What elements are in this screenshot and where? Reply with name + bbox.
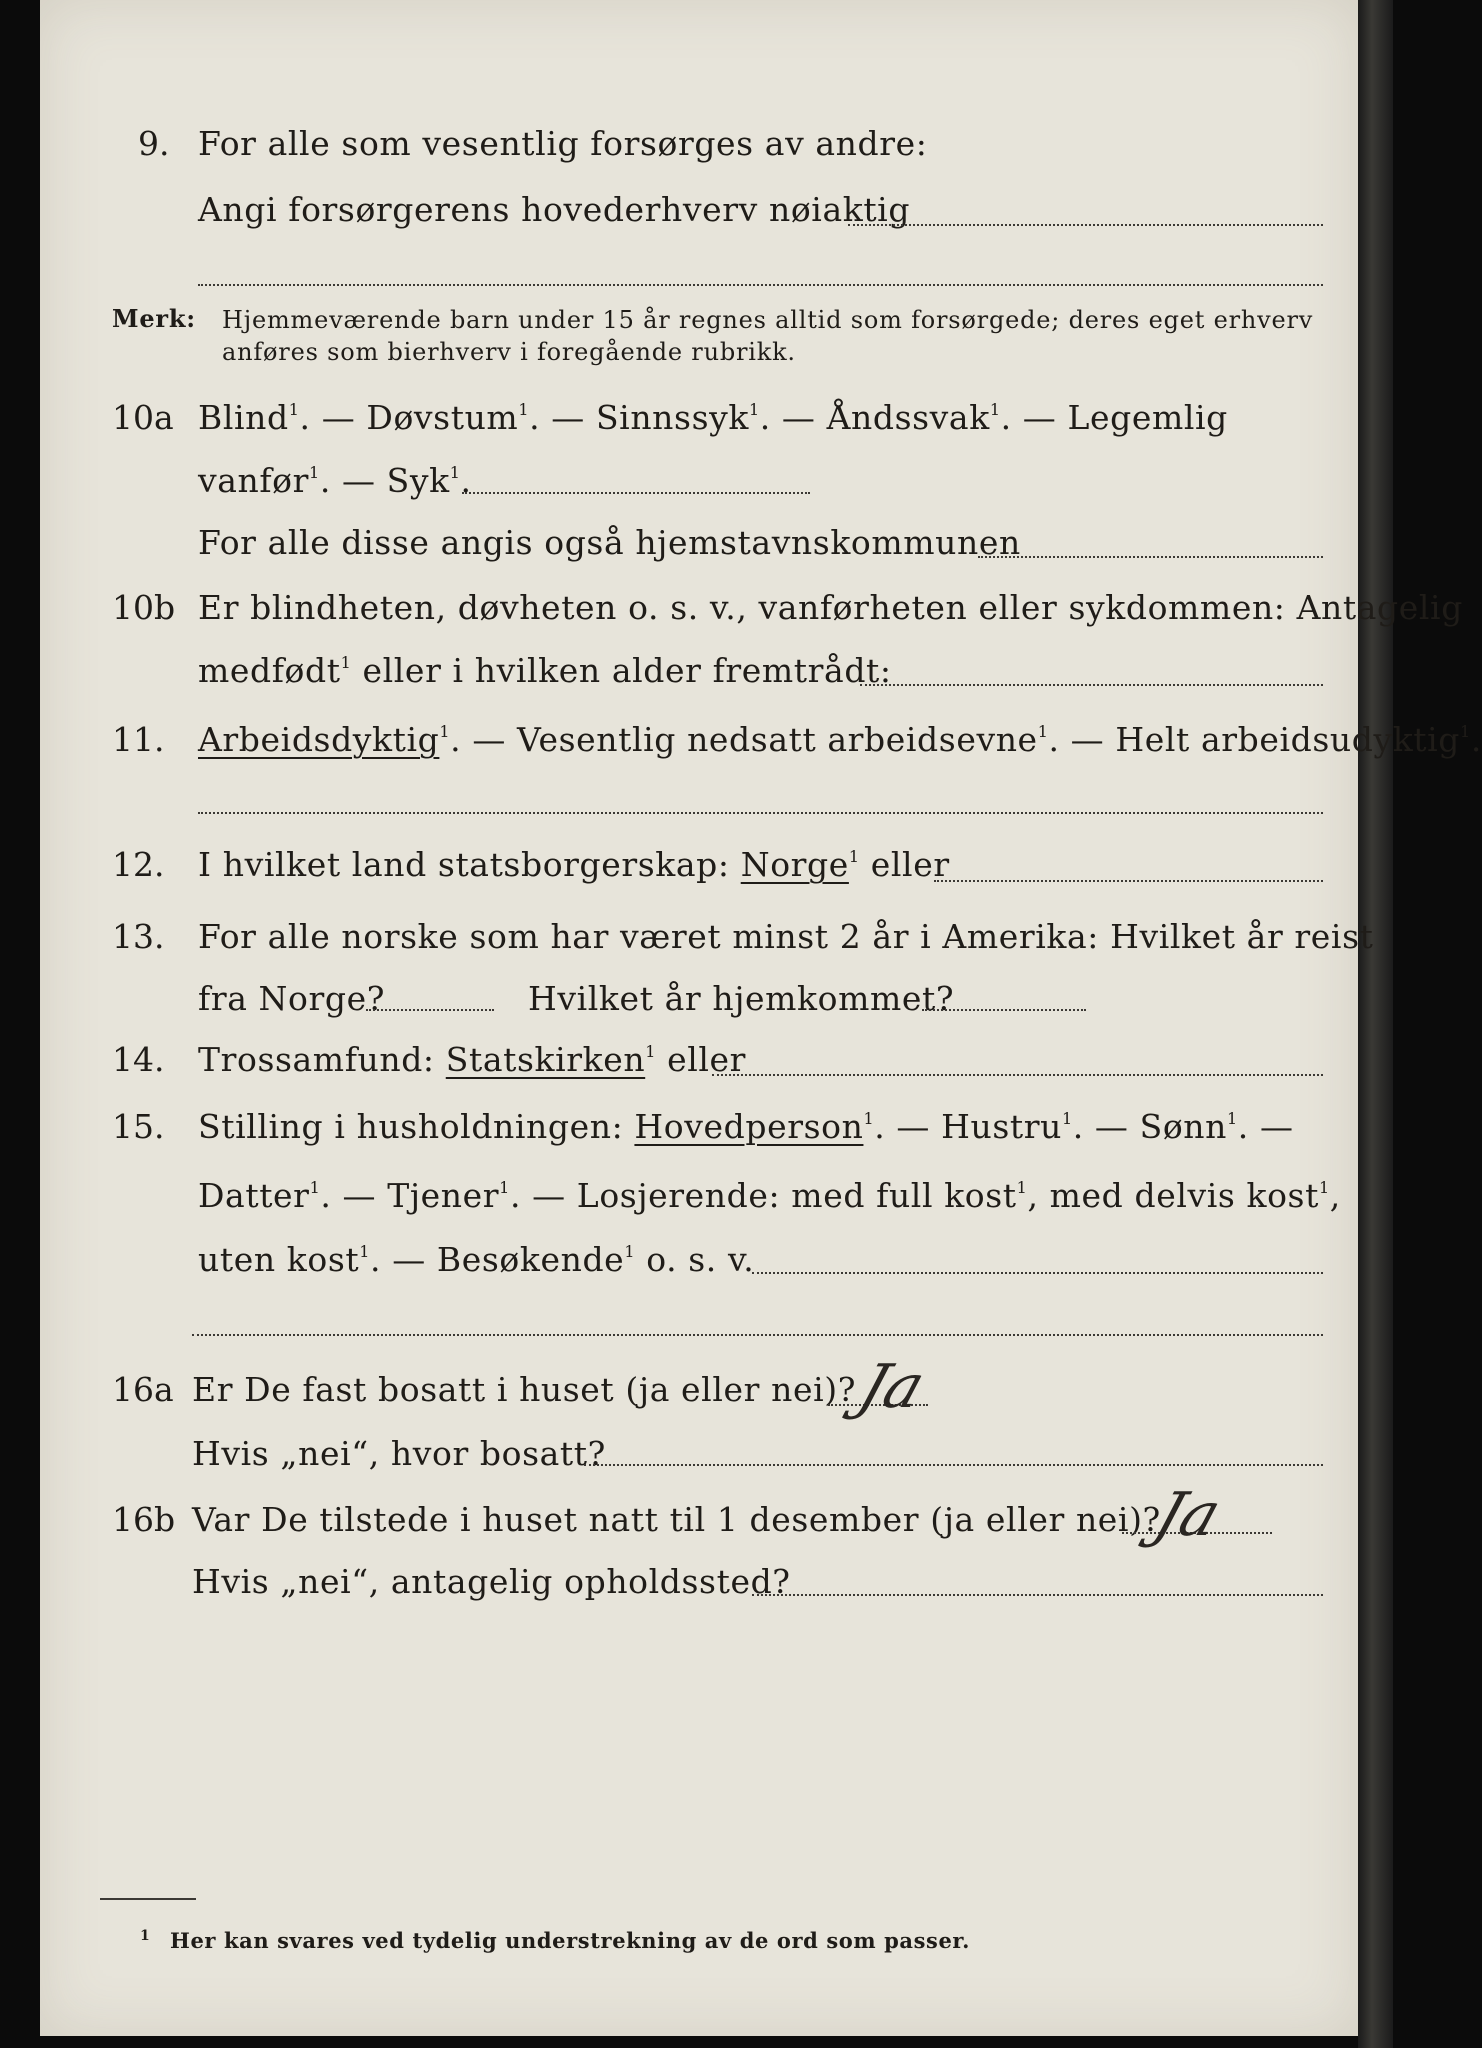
- footnote-mark: 1: [140, 1928, 151, 1944]
- q10a-line2: vanfør$^1$. — Syk$^1$.: [198, 461, 472, 500]
- q9-answer-line-2: [198, 284, 1323, 286]
- q16b-number: 16b: [112, 1500, 176, 1539]
- q16b-handwritten-answer: Ja: [1146, 1480, 1230, 1550]
- option-blind: Blind: [198, 398, 289, 437]
- q16a-line1: Er De fast bosatt i huset (ja eller nei)?: [192, 1370, 856, 1409]
- footnote-rule: [100, 1898, 196, 1900]
- q10a-line3: For alle disse angis også hjemstavnskommunen: [198, 523, 1021, 562]
- q15-answer-line: [752, 1272, 1323, 1274]
- q10b-answer-line: [860, 684, 1323, 686]
- q13-number: 13.: [112, 917, 165, 956]
- q13-line2a: fra Norge?: [198, 979, 386, 1018]
- option-dovstum: . — Døvstum: [299, 398, 519, 437]
- q13-line1: For alle norske som har været minst 2 år i Amerika: Hvilket år reist: [198, 917, 1374, 956]
- option-hovedperson-underlined: Hovedperson: [634, 1107, 864, 1146]
- scan-edge: [1358, 0, 1393, 2048]
- q11-line: Arbeidsdyktig$^1$. — Vesentlig nedsatt arbeidsevne$^1$. — Helt arbeidsudyktig$^1$.: [198, 720, 1482, 759]
- q10b-line1: Er blindheten, døvheten o. s. v., vanførheten eller sykdommen: Antagelig: [198, 588, 1463, 627]
- q10a-number: 10a: [112, 398, 174, 437]
- q10a-answer-line: [462, 492, 810, 494]
- q13-reist-answer-line: [366, 1009, 494, 1011]
- q16a-line2: Hvis „nei“, hvor bosatt?: [192, 1434, 606, 1473]
- q9-line2: Angi forsørgerens hovederhverv nøiaktig: [198, 190, 911, 229]
- q14-answer-line: [712, 1074, 1323, 1076]
- option-legemlig: . — Legemlig: [1000, 398, 1228, 437]
- q16b-opholdssted-answer-line: [752, 1594, 1323, 1596]
- q12-number: 12.: [112, 845, 165, 884]
- q12-line: I hvilket land statsborgerskap: Norge$^1$ eller: [198, 845, 950, 884]
- q11-answer-line: [198, 812, 1323, 814]
- q10a-line1: Blind$^1$. — Døvstum$^1$. — Sinnssyk$^1$. — Åndssvak$^1$. — Legemlig: [198, 398, 1228, 437]
- q10a-answer-line-2: [978, 556, 1323, 558]
- q16a-number: 16a: [112, 1370, 174, 1409]
- q13-hjemkommet-answer-line: [922, 1009, 1086, 1011]
- merk-line2: anføres som bierhverv i foregående rubrikk.: [222, 338, 796, 366]
- q14-number: 14.: [112, 1040, 165, 1079]
- option-statskirken-underlined: Statskirken: [445, 1040, 646, 1079]
- q16b-line2: Hvis „nei“, antagelig opholdssted?: [192, 1562, 791, 1601]
- merk-line1: Hjemmeværende barn under 15 år regnes alltid som forsørgede; deres eget erhverv: [222, 306, 1314, 334]
- q16a-handwritten-answer: Ja: [850, 1352, 934, 1422]
- q9-line1: For alle som vesentlig forsørges av andre:: [198, 124, 928, 163]
- option-andssvak: . — Åndssvak: [759, 398, 990, 437]
- q15-answer-line-2: [192, 1334, 1323, 1336]
- q14-line: Trossamfund: Statskirken$^1$ eller: [198, 1040, 747, 1079]
- q13-line2b: Hvilket år hjemkommet?: [528, 979, 955, 1018]
- option-syk: . — Syk: [319, 461, 450, 500]
- q10b-line2: medfødt$^1$ eller i hvilken alder fremtrådt:: [198, 651, 892, 690]
- option-vanfor: vanfør: [198, 461, 310, 500]
- q9-answer-line: [848, 224, 1323, 226]
- q16a-bosatt-answer-line: [584, 1464, 1323, 1466]
- q15-line2: Datter$^1$. — Tjener$^1$. — Losjerende: med full kost$^1$, med delvis kost$^1$,: [198, 1176, 1341, 1215]
- option-sinnssyk: . — Sinnssyk: [529, 398, 749, 437]
- q15-line1: Stilling i husholdningen: Hovedperson$^1$. — Hustru$^1$. — Sønn$^1$. —: [198, 1107, 1294, 1146]
- option-norge-underlined: Norge: [740, 845, 849, 884]
- q12-answer-line: [934, 880, 1323, 882]
- q15-line3: uten kost$^1$. — Besøkende$^1$ o. s. v.: [198, 1240, 755, 1279]
- footnote-text: Her kan svares ved tydelig understrekning av de ord som passer.: [170, 1928, 971, 1953]
- q16b-line1: Var De tilstede i huset natt til 1 desember (ja eller nei)?: [192, 1500, 1161, 1539]
- q10b-number: 10b: [112, 588, 176, 627]
- q11-number: 11.: [112, 720, 165, 759]
- merk-label: Merk:: [112, 304, 196, 333]
- q15-number: 15.: [112, 1107, 165, 1146]
- q9-number: 9.: [138, 124, 170, 163]
- option-arbeidsdyktig-underlined: Arbeidsdyktig: [198, 720, 440, 759]
